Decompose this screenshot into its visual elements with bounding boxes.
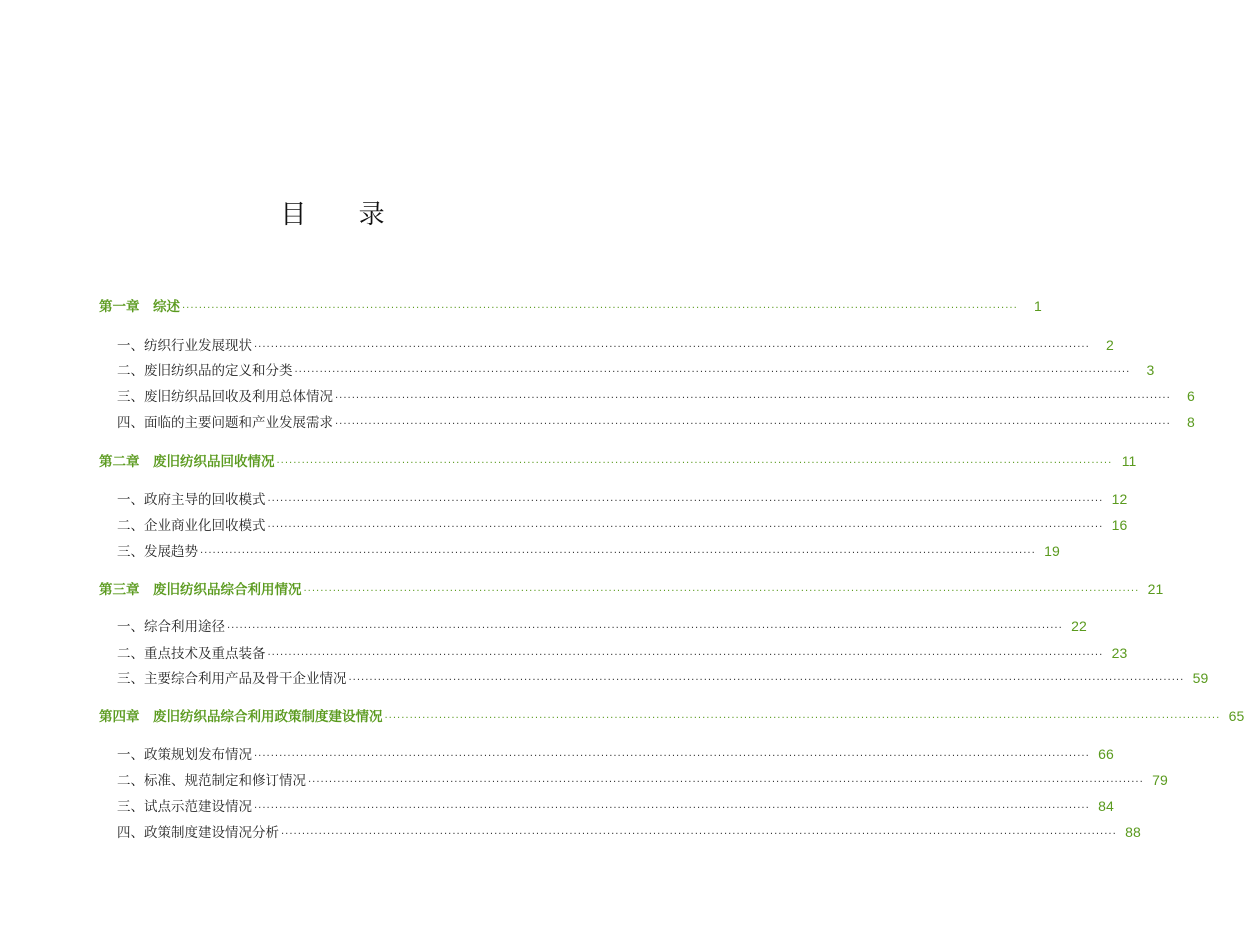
- toc-entry-title: 一、纺织行业发展现状: [117, 338, 252, 354]
- toc-page-number: 23: [1111, 645, 1128, 661]
- toc-entry-title: 一、政府主导的回收模式: [117, 492, 266, 508]
- toc-leader-dots: ········································································································································································································: [335, 419, 1171, 430]
- toc-chapter-row[interactable]: [99, 579, 1164, 599]
- toc-entry-title: 二、企业商业化回收模式: [117, 518, 266, 534]
- toc-section-row[interactable]: [117, 796, 1114, 816]
- toc-leader-dots: ········································································································································································································: [227, 623, 1063, 634]
- toc-leader-dots: ········································································································································································································: [254, 342, 1090, 353]
- toc-page-number: 3: [1146, 362, 1155, 378]
- toc-entry-title: 第一章 综述: [99, 299, 180, 315]
- toc-page-number: 6: [1186, 388, 1195, 404]
- toc-leader-dots: ········································································································································································································: [348, 675, 1185, 686]
- toc-page-number: 16: [1111, 517, 1128, 533]
- toc-entry-title: 三、发展趋势: [117, 544, 198, 560]
- toc-leader-dots: ········································································································································································································: [281, 829, 1117, 840]
- toc-section-row[interactable]: [117, 770, 1168, 790]
- toc-page-number: 84: [1098, 798, 1114, 814]
- toc-entry-title: 一、政策规划发布情况: [117, 747, 252, 763]
- toc-page-number: 1: [1033, 298, 1042, 314]
- toc-entry-title: 二、标准、规范制定和修订情况: [117, 773, 306, 789]
- toc-section-row[interactable]: [117, 515, 1128, 535]
- toc-page-number: 22: [1071, 618, 1087, 634]
- toc-leader-dots: ········································································································································································································: [200, 548, 1036, 559]
- toc-leader-dots: ········································································································································································································: [276, 458, 1113, 469]
- toc-section-row[interactable]: [117, 616, 1087, 636]
- toc-section-row[interactable]: [117, 822, 1141, 842]
- toc-entry-title: 三、废旧纺织品回收及利用总体情况: [117, 389, 333, 405]
- toc-leader-dots: ········································································································································································································: [254, 751, 1090, 762]
- toc-page-number: 19: [1044, 543, 1060, 559]
- toc-leader-dots: ········································································································································································································: [384, 713, 1221, 724]
- toc-page-number: 8: [1186, 414, 1195, 430]
- toc-section-row[interactable]: [117, 643, 1128, 663]
- toc-leader-dots: ········································································································································································································: [303, 586, 1140, 597]
- toc-page-number: 66: [1098, 746, 1114, 762]
- toc-leader-dots: ········································································································································································································: [294, 367, 1131, 378]
- toc-entry-title: 第二章 废旧纺织品回收情况: [99, 454, 275, 470]
- toc-leader-dots: ········································································································································································································: [267, 522, 1104, 533]
- toc-section-row[interactable]: [117, 744, 1114, 764]
- toc-page-number: 79: [1152, 772, 1168, 788]
- toc-entry-title: 二、重点技术及重点装备: [117, 646, 266, 662]
- toc-leader-dots: ········································································································································································································: [335, 393, 1171, 404]
- toc-entry-title: 三、主要综合利用产品及骨干企业情况: [117, 671, 347, 687]
- toc-section-row[interactable]: [117, 489, 1128, 509]
- toc-chapter-row[interactable]: [99, 706, 1244, 726]
- toc-page-number: 65: [1228, 708, 1244, 724]
- toc-page-number: 59: [1192, 670, 1209, 686]
- toc-entry-title: 二、废旧纺织品的定义和分类: [117, 363, 293, 379]
- toc-page-number: 21: [1147, 581, 1164, 597]
- toc-entry-title: 一、综合利用途径: [117, 619, 225, 635]
- toc-leader-dots: ········································································································································································································: [254, 803, 1090, 814]
- toc-entry-title: 三、试点示范建设情况: [117, 799, 252, 815]
- toc-entry-title: 第四章 废旧纺织品综合利用政策制度建设情况: [99, 709, 383, 725]
- toc-page-number: 11: [1121, 453, 1137, 469]
- toc-leader-dots: ········································································································································································································: [267, 650, 1104, 661]
- toc-page-number: 12: [1111, 491, 1128, 507]
- toc-page-number: 2: [1105, 337, 1114, 353]
- toc-section-row[interactable]: [117, 412, 1195, 432]
- toc-section-row[interactable]: [117, 335, 1114, 355]
- toc-section-row[interactable]: [117, 541, 1060, 561]
- toc-section-row[interactable]: [117, 360, 1155, 380]
- toc-leader-dots: ········································································································································································································: [267, 496, 1104, 507]
- page-title: 目 录: [280, 200, 407, 230]
- toc-leader-dots: ········································································································································································································: [308, 777, 1144, 788]
- toc-chapter-row[interactable]: [99, 451, 1137, 471]
- toc-entry-title: 四、政策制度建设情况分析: [117, 825, 279, 841]
- toc-chapter-row[interactable]: [99, 296, 1042, 316]
- toc-leader-dots: ········································································································································································································: [182, 303, 1018, 314]
- toc-section-row[interactable]: [117, 668, 1209, 688]
- toc-entry-title: 第三章 废旧纺织品综合利用情况: [99, 582, 302, 598]
- toc-section-row[interactable]: [117, 386, 1195, 406]
- toc-entry-title: 四、面临的主要问题和产业发展需求: [117, 415, 333, 431]
- toc-page-number: 88: [1125, 824, 1141, 840]
